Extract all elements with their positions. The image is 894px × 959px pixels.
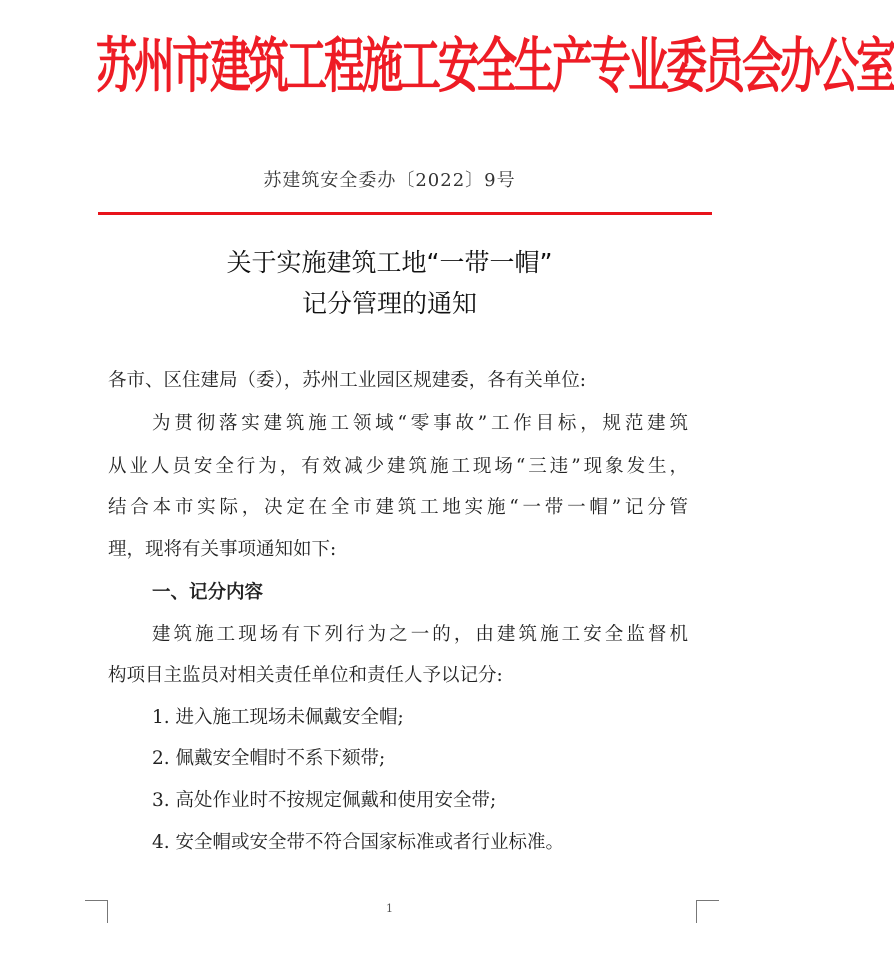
intro-line: 结合本市实际，决定在全市建筑工地实施“一带一帽”记分管: [108, 497, 688, 518]
document-number: 苏建筑安全委办〔2022〕9号: [263, 170, 516, 191]
list-item: 2. 佩戴安全帽时不系下颏带;: [152, 748, 386, 769]
section-paragraph-line: 构项目主监员对相关责任单位和责任人予以记分:: [108, 665, 503, 686]
notice-title-line-1: 关于实施建筑工地“一带一帽”: [226, 248, 553, 277]
intro-line: 从业人员安全行为，有效减少建筑施工现场“三违”现象发生，: [108, 456, 688, 477]
list-item: 4. 安全帽或安全带不符合国家标准或者行业标准。: [152, 832, 565, 853]
masthead-title: 苏州市建筑工程施工安全生产专业委员会办公室: [96, 31, 894, 101]
intro-line: 理，现将有关事项通知如下:: [108, 539, 337, 560]
list-item: 1. 进入施工现场未佩戴安全帽;: [152, 707, 404, 728]
salutation: 各市、区住建局（委），苏州工业园区规建委，各有关单位:: [108, 370, 586, 391]
page-number: 1: [386, 902, 393, 915]
notice-title-line-2: 记分管理的通知: [301, 289, 477, 318]
red-divider: [98, 212, 712, 215]
intro-line: 为贯彻落实建筑施工领域“零事故”工作目标，规范建筑: [152, 413, 688, 434]
list-item: 3. 高处作业时不按规定佩戴和使用安全带;: [152, 790, 497, 811]
section-heading: 一、记分内容: [152, 582, 264, 603]
section-paragraph-line: 建筑施工现场有下列行为之一的，由建筑施工安全监督机: [152, 624, 688, 645]
